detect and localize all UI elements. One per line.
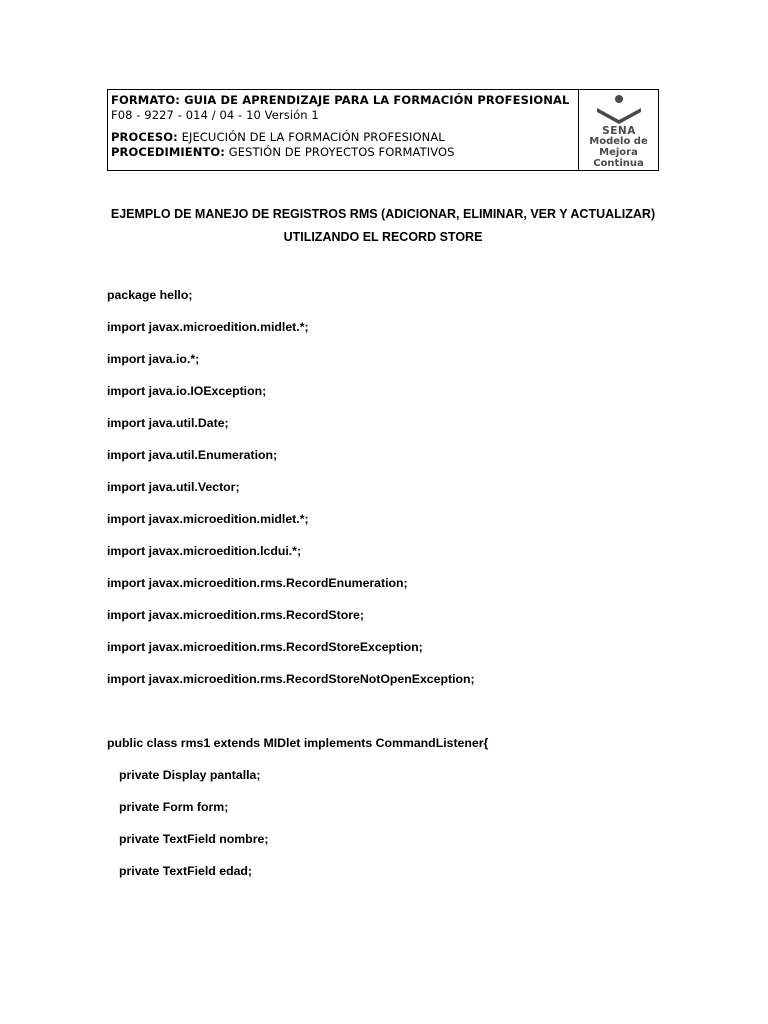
- procedimiento-line: [111, 145, 578, 160]
- logo-cell: [578, 90, 658, 170]
- proceso-value: EJECUCIÓN DE LA FORMACIÓN PROFESIONAL: [177, 130, 445, 144]
- formato-line: [111, 93, 578, 108]
- code-line: public class rms1 extends MIDlet implements CommandListener{: [107, 736, 489, 750]
- code-line: private Display pantalla;: [119, 768, 261, 782]
- document-title: [107, 203, 659, 249]
- sena-logo-icon: [591, 94, 647, 136]
- code-line: import java.util.Date;: [107, 416, 229, 430]
- document-header: [107, 89, 659, 171]
- code-line: import java.io.*;: [107, 352, 200, 366]
- title-line-1: EJEMPLO DE MANEJO DE REGISTROS RMS (ADICIONAR, ELIMINAR, VER Y ACTUALIZAR): [110, 207, 656, 221]
- title-line-2: UTILIZANDO EL RECORD STORE: [283, 230, 483, 244]
- code-line: package hello;: [107, 288, 193, 302]
- code-line: private Form form;: [119, 800, 229, 814]
- code-line: import javax.microedition.rms.RecordStoreException;: [107, 640, 423, 654]
- proceso-label: PROCESO:: [111, 130, 178, 144]
- code-line: import javax.microedition.midlet.*;: [107, 512, 309, 526]
- code-line: import javax.microedition.midlet.*;: [107, 320, 309, 334]
- proceso-line: [111, 130, 578, 145]
- code-line: import java.util.Vector;: [107, 480, 240, 494]
- header-info: [108, 90, 578, 170]
- format-code: F08 - 9227 - 014 / 04 - 10 Versión 1: [111, 107, 319, 122]
- svg-text:SENA: SENA: [601, 125, 636, 136]
- code-line: import javax.microedition.lcdui.*;: [107, 544, 302, 558]
- code-line: import java.util.Enumeration;: [107, 448, 278, 462]
- procedimiento-label: PROCEDIMIENTO:: [111, 144, 226, 159]
- procedimiento-value: GESTIÓN DE PROYECTOS FORMATIVOS: [225, 144, 455, 159]
- code-line: import javax.microedition.rms.RecordStoreNotOpenException;: [107, 672, 475, 686]
- formato-value: GUIA DE APRENDIZAJE PARA LA FORMACIÓN PROFESIONAL: [179, 93, 570, 107]
- code-line: import java.io.IOException;: [107, 384, 267, 398]
- code-line: import javax.microedition.rms.RecordEnumeration;: [107, 576, 408, 590]
- code-line: private TextField nombre;: [119, 832, 269, 846]
- logo-caption: Modelo de Mejora Continua: [589, 136, 648, 169]
- code-line: private TextField edad;: [119, 864, 253, 878]
- code-line: import javax.microedition.rms.RecordStore;: [107, 608, 364, 622]
- formato-label: FORMATO:: [111, 93, 180, 107]
